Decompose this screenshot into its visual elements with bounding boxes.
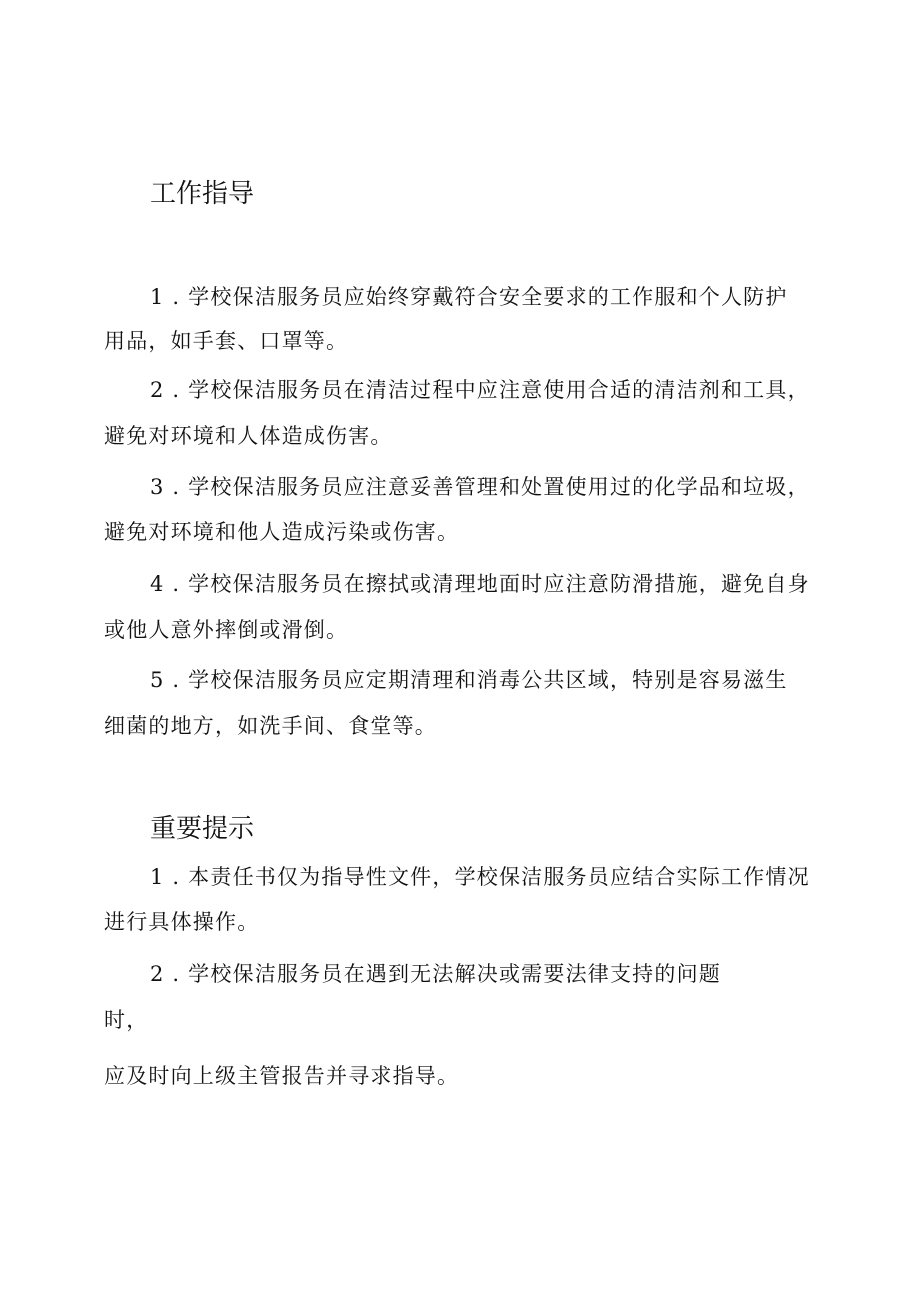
important-notes-item-2-line-3: 应及时向上级主管报告并寻求指导。 bbox=[104, 1064, 460, 1088]
important-notes-item-1-line-2: 进行具体操作。 bbox=[104, 910, 260, 934]
important-notes-item-2-line-2: 时， bbox=[104, 1008, 149, 1032]
important-notes-item-1-line-1: 1 . 本责任书仅为指导性文件，学校保洁服务员应结合实际工作情况 bbox=[150, 865, 810, 889]
work-guidance-item-4-line-2: 或他人意外摔倒或滑倒。 bbox=[104, 618, 349, 642]
work-guidance-item-5-line-2: 细菌的地方，如洗手间、食堂等。 bbox=[104, 714, 437, 738]
work-guidance-item-3-line-1: 3 . 学校保洁服务员应注意妥善管理和处置使用过的化学品和垃圾， bbox=[150, 475, 810, 499]
work-guidance-item-5-line-1: 5 . 学校保洁服务员应定期清理和消毒公共区域，特别是容易滋生 bbox=[150, 668, 788, 692]
section-title-work-guidance: 工作指导 bbox=[150, 179, 255, 209]
section-title-important-notes: 重要提示 bbox=[150, 814, 255, 844]
work-guidance-item-3-line-2: 避免对环境和他人造成污染或伤害。 bbox=[104, 520, 460, 544]
important-notes-item-2-line-1: 2 . 学校保洁服务员在遇到无法解决或需要法律支持的问题 bbox=[150, 962, 721, 986]
work-guidance-item-2-line-2: 避免对环境和人体造成伤害。 bbox=[104, 424, 393, 448]
work-guidance-item-1-line-2: 用品，如手套、口罩等。 bbox=[104, 329, 349, 353]
work-guidance-item-4-line-1: 4 . 学校保洁服务员在擦拭或清理地面时应注意防滑措施，避免自身 bbox=[150, 572, 810, 596]
work-guidance-item-2-line-1: 2 . 学校保洁服务员在清洁过程中应注意使用合适的清洁剂和工具， bbox=[150, 378, 810, 402]
work-guidance-item-1-line-1: 1 . 学校保洁服务员应始终穿戴符合安全要求的工作服和个人防护 bbox=[150, 285, 788, 309]
